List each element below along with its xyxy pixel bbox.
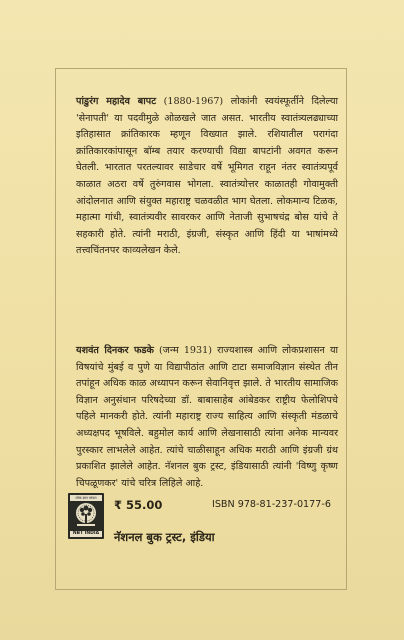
- author-name: पांडुरंग महादेव बापट: [76, 96, 157, 107]
- price: ₹ 55.00: [114, 498, 163, 512]
- writer-biography: [76, 343, 338, 492]
- tree-icon: [71, 502, 101, 530]
- logo-bottom-text: NBT INDIA: [70, 531, 102, 537]
- writer-bio-text: (जन्म 1931) राज्यशास्त्र आणि लोकप्रशासन या विषयांचे मुंबई व पुणे या विद्यापीठांत आणि टाटा समाजविज्ञान संस्थेत तीन तपांहून अधिक काळ अध्यापन करून सेवानिवृत्त झाले. ते भारतीय सामाजिक विज्ञान अनुसंधान परिषदेच्या डॉ. बाबासाहेब आंबेडकर राष्ट्रीय फेलोशिपचे पहिले मानकरी होते. त्यांनी महाराष्ट्र राज्य साहित्य आणि संस्कृती मंडळाचे अध्यक्षपद भूषविले. बहुमोल कार्य आणि लेखनासाठी त्यांना अनेक मान्यवर पुरस्कार लाभलेले आहेत. त्यांचे चाळीसाहून अधिक मराठी आणि इंग्रजी ग्रंथ प्रकाशित झालेले आहेत. नॅशनल बुक ट्रस्ट, इंडियासाठी त्यांनी 'विष्णु कृष्ण चिपळूणकर' यांचे चरित्र लिहिले आहे.: [76, 345, 338, 489]
- writer-name: यशवंत दिनकर फडके: [76, 345, 154, 356]
- logo-top-text: लोक ज्ञान परंपरा: [70, 495, 102, 501]
- isbn: ISBN 978-81-237-0177-6: [212, 499, 331, 510]
- author-bio-text: (1880-1967) लोकांनी स्वयंस्फूर्तीने दिलेल्या 'सेनापती' या पदवीमुळे ओळखले जात असत. भारतीय स्वातंत्र्यलढ्याच्या इतिहासात क्रांतिकारक म्हणून विख्यात झाले. रशियातील परागंदा क्रांतिकारकांपासून बॉम्ब तयार करण्याची विद्या बापटांनी अवगत करून घेतली. भारतात परतल्यावर साडेचार वर्षे भूमिगत राहून नंतर स्वातंत्र्यपूर्व काळात अठरा वर्षे तुरुंगवास भोगला. स्वातंत्र्योत्तर काळातही गोवामुक्ती आंदोलनात आणि संयुक्त महाराष्ट्र चळवळीत भाग घेतला. लोकमान्य टिळक, महात्मा गांधी, स्वातंत्र्यवीर सावरकर आणि नेताजी सुभाषचंद्र बोस यांचे ते सहकारी होते. त्यांनी मराठी, इंग्रजी, संस्कृत आणि हिंदी या भाषांमध्ये तत्त्वचिंतनपर काव्यलेखन केले.: [76, 96, 338, 257]
- nbt-logo: [68, 493, 104, 539]
- publisher-name: नॅशनल बुक ट्रस्ट, इंडिया: [114, 530, 215, 544]
- author-biography: [76, 94, 338, 260]
